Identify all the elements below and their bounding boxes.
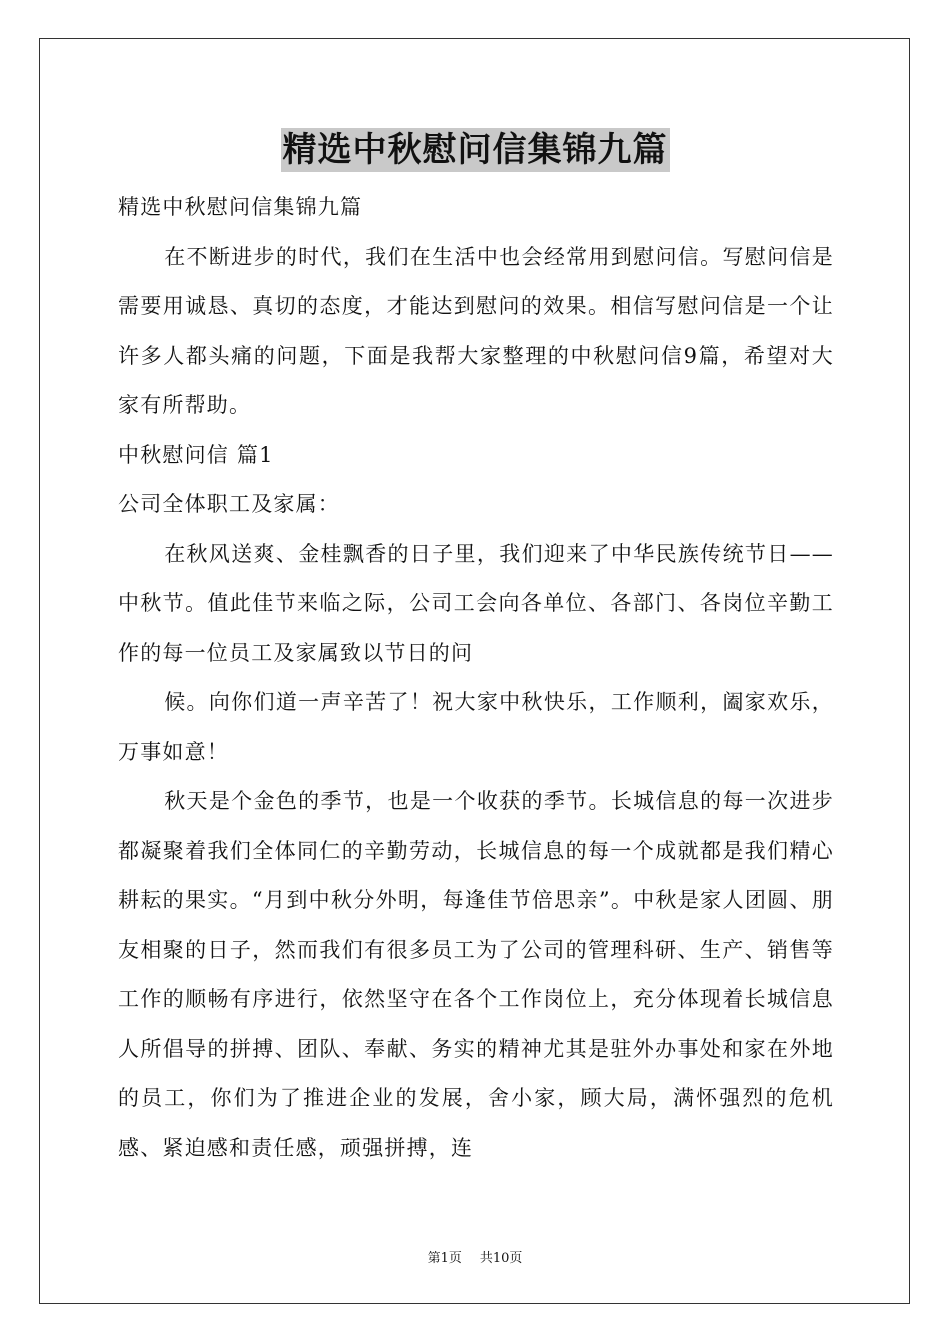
body-paragraph-1: 在秋风送爽、金桂飘香的日子里，我们迎来了中华民族传统节日——中秋节。值此佳节来临之际，公司工会向各单位、各部门、各岗位辛勤工作的每一位员工及家属致以节日的问 (118, 541, 834, 665)
document-body (118, 183, 834, 1173)
section-heading: 中秋慰问信 篇1 (118, 442, 274, 467)
body-paragraph-3: 秋天是个金色的季节，也是一个收获的季节。长城信息的每一次进步都凝聚着我们全体同仁的辛勤劳动，长城信息的每一个成就都是我们精心耕耘的果实。“月到中秋分外明，每逢佳节倍思亲”。中秋是家人团圆、朋友相聚的日子，然而我们有很多员工为了公司的管理科研、生产、销售等工作的顺畅有序进行，依然坚守在各个工作岗位上，充分体现着长城信息人所倡导的拼搏、团队、奉献、务实的精神尤其是驻外办事处和家在外地的员工，你们为了推进企业的发展，舍小家，顾大局，满怀强烈的危机感、紧迫感和责任感，顽强拼搏，连 (118, 789, 834, 1160)
document-title: 精选中秋慰问信集锦九篇 (282, 130, 668, 170)
page-number: 第1页 (427, 1251, 462, 1266)
intro-paragraph: 在不断进步的时代，我们在生活中也会经常用到慰问信。写慰问信是需要用诚恳、真切的态度，才能达到慰问的效果。相信写慰问信是一个让许多人都头痛的问题，下面是我帮大家整理的中秋慰问信9篇，希望对大家有所帮助。 (118, 244, 834, 417)
document-subtitle: 精选中秋慰问信集锦九篇 (118, 195, 363, 219)
page-total: 共10页 (479, 1251, 523, 1266)
title-container (0, 128, 950, 172)
salutation: 公司全体职工及家属： (118, 492, 340, 516)
body-paragraph-2: 候。向你们道一声辛苦了！祝大家中秋快乐，工作顺利，阖家欢乐，万事如意！ (118, 690, 834, 764)
page-footer (0, 1247, 950, 1266)
